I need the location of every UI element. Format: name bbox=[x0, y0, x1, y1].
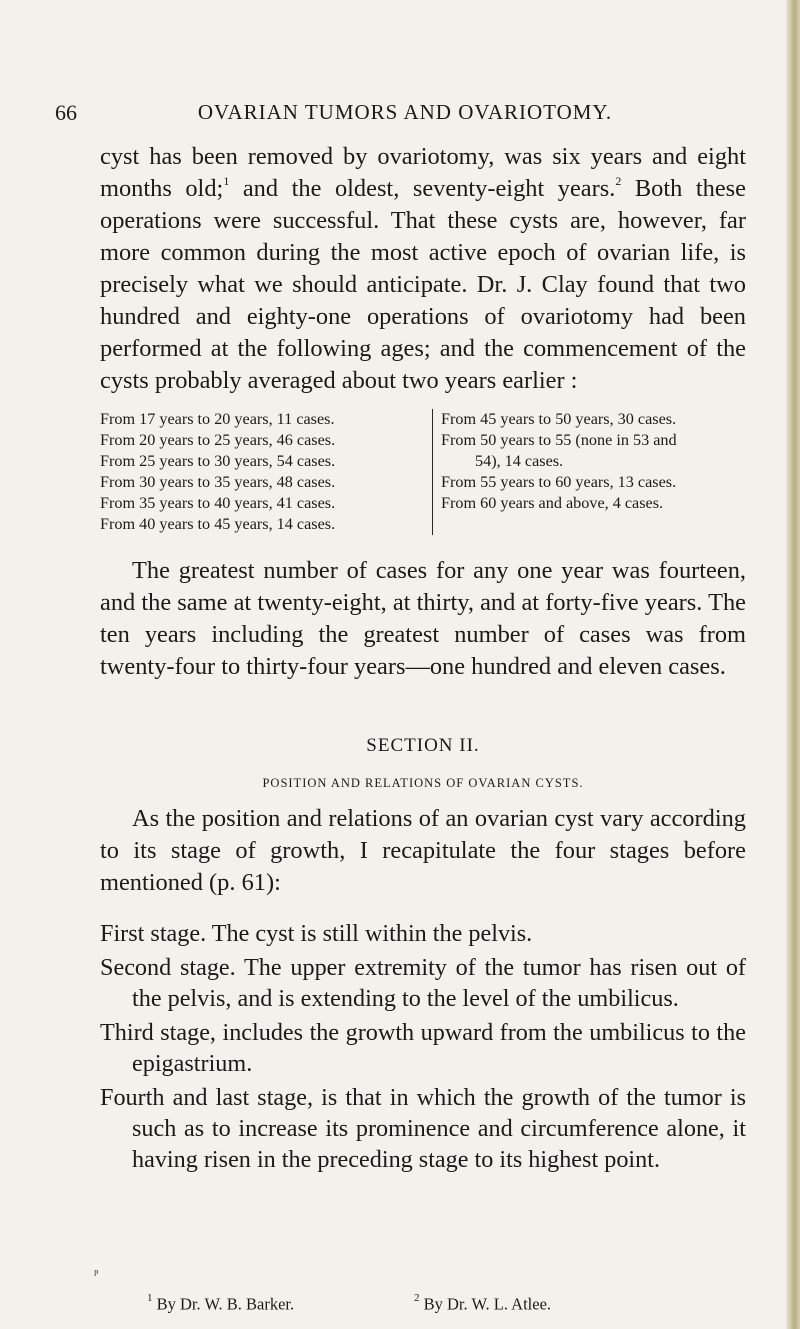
table-row: 54), 14 cases. bbox=[475, 452, 564, 470]
age-table-right-column bbox=[433, 409, 741, 535]
footnote-2 bbox=[414, 1294, 681, 1315]
footnote-text: By Dr. W. L. Atlee. bbox=[419, 1294, 552, 1314]
footnote-text: By Dr. W. B. Barker. bbox=[152, 1294, 295, 1314]
paragraph-1 bbox=[100, 141, 746, 397]
footnote-marker: 2 bbox=[414, 1292, 420, 1304]
table-row: From 40 years to 45 years, 14 cases. bbox=[100, 515, 336, 533]
age-table-left-column bbox=[100, 409, 433, 535]
stage-list bbox=[100, 918, 746, 1175]
table-row: From 45 years to 50 years, 30 cases. bbox=[441, 410, 677, 428]
section-subheading: POSITION AND RELATIONS OF OVARIAN CYSTS. bbox=[262, 776, 584, 790]
page-body bbox=[100, 141, 746, 1178]
table-row: From 30 years to 35 years, 48 cases. bbox=[100, 473, 336, 491]
page-header bbox=[55, 100, 715, 130]
footnote-1 bbox=[147, 1294, 414, 1315]
running-title: OVARIAN TUMORS AND OVARIOTOMY. bbox=[197, 100, 613, 124]
age-table bbox=[100, 409, 746, 535]
paragraph-3: As the position and relations of an ovarian cyst vary according to its stage of growth, I recapitulate the four stages before mentioned (p. 61): bbox=[100, 805, 746, 896]
paragraph-1-text-a: cyst has been removed by ovariotomy, was six years and eight months old; bbox=[100, 143, 746, 202]
table-row: From 17 years to 20 years, 11 cases. bbox=[100, 410, 335, 428]
paragraph-1-text-b: and the oldest, seventy-eight years. bbox=[229, 175, 616, 202]
list-item: First stage. The cyst is still within the pelvis. bbox=[100, 920, 533, 947]
section-heading: SECTION II. bbox=[366, 735, 480, 756]
table-row: From 60 years and above, 4 cases. bbox=[441, 494, 664, 512]
page-edge bbox=[786, 0, 800, 1329]
footnote-ref-2: 2 bbox=[615, 173, 622, 188]
page-number: 66 bbox=[55, 100, 77, 125]
table-row: From 50 years to 55 (none in 53 and bbox=[441, 431, 677, 449]
table-row: From 55 years to 60 years, 13 cases. bbox=[441, 473, 677, 491]
paragraph-2: The greatest number of cases for any one year was fourteen, and the same at twenty-eight, at thirty, and at forty-five years. The ten years including the greatest number of cases was from twenty-four to thirty-four years—one hundred and eleven cases. bbox=[100, 557, 746, 680]
margin-mark: ᵖ bbox=[94, 1267, 99, 1282]
footnote-marker: 1 bbox=[147, 1292, 153, 1304]
footnotes bbox=[147, 1294, 707, 1315]
list-item: Third stage, includes the growth upward from the umbilicus to the epigastrium. bbox=[100, 1019, 746, 1077]
list-item: Fourth and last stage, is that in which the growth of the tumor is such as to increase its prominence and circumference alone, it having risen in the preceding stage to its highest point. bbox=[100, 1084, 746, 1173]
table-row: From 35 years to 40 years, 41 cases. bbox=[100, 494, 336, 512]
list-item: Second stage. The upper extremity of the tumor has risen out of the pelvis, and is extending to the level of the umbilicus. bbox=[100, 954, 746, 1012]
table-row: From 20 years to 25 years, 46 cases. bbox=[100, 431, 336, 449]
table-row: From 25 years to 30 years, 54 cases. bbox=[100, 452, 336, 470]
paragraph-1-text-c: Both these operations were successful. That these cysts are, however, far more common during the most active epoch of ovarian life, is precisely what we should anticipate. Dr. J. Clay found that two hundred and eighty-one operations of ovariotomy had been performed at the following ages; and the commencement of the cysts probably averaged about two years earlier : bbox=[100, 175, 746, 394]
footnote-ref-1: 1 bbox=[223, 173, 230, 188]
